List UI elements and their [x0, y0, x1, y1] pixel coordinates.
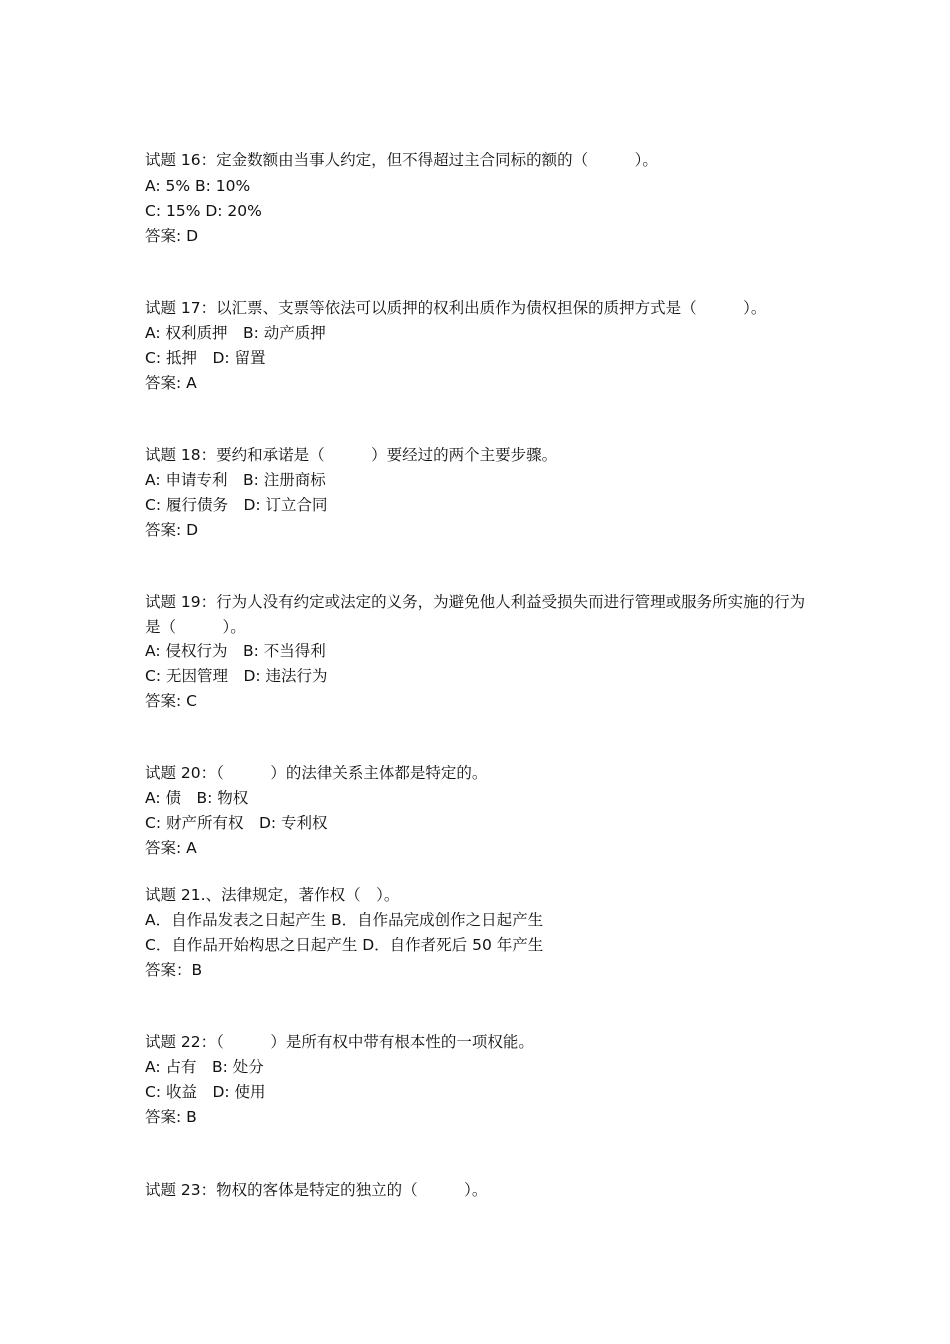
question-16-options-cd: C: 15% D: 20%: [145, 202, 262, 220]
question-20-text: 试题 20：（ ）的法律关系主体都是特定的。: [145, 764, 488, 782]
question-17-answer: 答案: A: [145, 374, 197, 392]
question-20-answer: 答案: A: [145, 839, 197, 857]
question-18-options-ab: A: 申请专利 B: 注册商标: [145, 471, 326, 489]
question-22-text: 试题 22：（ ）是所有权中带有根本性的一项权能。: [145, 1033, 534, 1051]
question-19-text: 试题 19：行为人没有约定或法定的义务，为避免他人利益受损失而进行管理或服务所实施的行为是（ ）。: [145, 593, 806, 636]
question-22-answer: 答案: B: [145, 1108, 197, 1126]
question-16-answer: 答案: D: [145, 227, 199, 245]
question-20-options-ab: A: 债 B: 物权: [145, 789, 249, 807]
question-18-answer: 答案: D: [145, 521, 199, 539]
question-17-options-cd: C: 抵押 D: 留置: [145, 349, 266, 367]
question-21-answer: 答案：B: [145, 961, 203, 979]
question-22-options-ab: A: 占有 B: 处分: [145, 1058, 264, 1076]
question-21-options-cd: C．自作品开始构思之日起产生 D．自作者死后 50 年产生: [145, 936, 544, 954]
question-18-options-cd: C: 履行债务 D: 订立合同: [145, 496, 328, 514]
question-16-text: 试题 16：定金数额由当事人约定，但不得超过主合同标的额的（ ）。: [145, 151, 658, 169]
question-21-options-ab: A．自作品发表之日起产生 B．自作品完成创作之日起产生: [145, 911, 544, 929]
question-20-options-cd: C: 财产所有权 D: 专利权: [145, 814, 328, 832]
question-19-answer: 答案: C: [145, 692, 197, 710]
question-19-options-ab: A: 侵权行为 B: 不当得利: [145, 642, 326, 660]
question-18-text: 试题 18：要约和承诺是（ ）要经过的两个主要步骤。: [145, 446, 558, 464]
question-22-options-cd: C: 收益 D: 使用: [145, 1083, 266, 1101]
question-21-text: 试题 21.、法律规定，著作权（ ）。: [145, 886, 400, 904]
question-17-options-ab: A: 权利质押 B: 动产质押: [145, 324, 326, 342]
question-19-options-cd: C: 无因管理 D: 违法行为: [145, 667, 328, 685]
question-16-options-ab: A: 5% B: 10%: [145, 177, 251, 195]
question-23-text: 试题 23：物权的客体是特定的独立的（ ）。: [145, 1181, 488, 1199]
question-17-text: 试题 17：以汇票、支票等依法可以质押的权利出质作为债权担保的质押方式是（ ）。: [145, 299, 767, 317]
